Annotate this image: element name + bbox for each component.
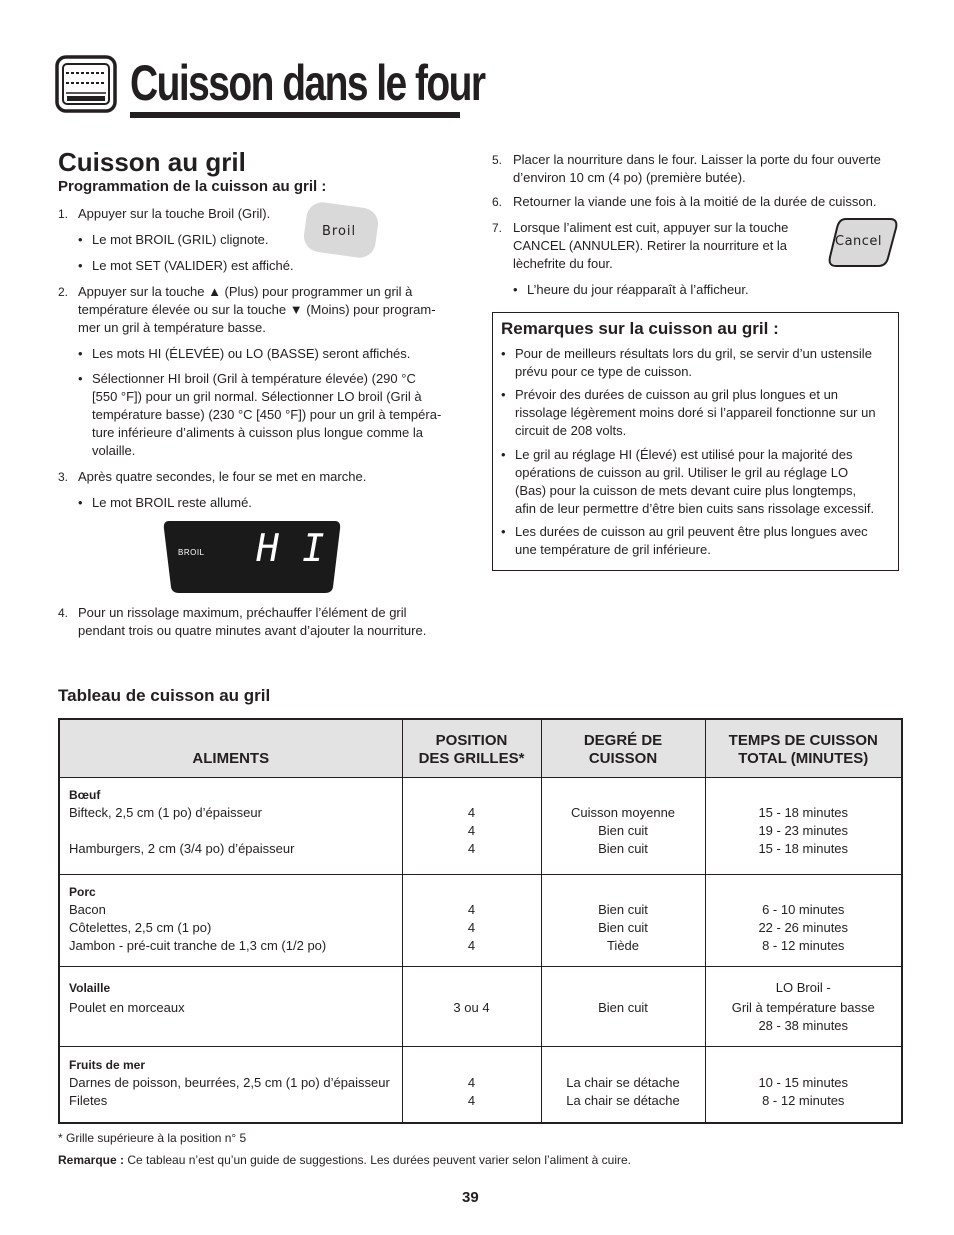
remark-label: Remarque : [58,1153,125,1167]
step-number: 4. [58,606,69,620]
rack-position-cell: 3 ou 4 [402,966,541,1046]
broil-chart-table [58,718,903,1124]
doneness-cell: Cuisson moyenne Bien cuit Bien cuit [541,777,705,874]
food-cell: Volaille Poulet en morceaux [59,966,402,1046]
step-text: Appuyer sur la touche Broil (Gril). [78,206,271,221]
food-cell: Fruits de mer Darnes de poisson, beurrées, 2,5 cm (1 po) d’épaisseur Filetes [59,1046,402,1123]
bullet-item: • L’heure du jour réapparaît à l’afficheur. [527,281,749,299]
bullet-item: • Le mot SET (VALIDER) est affiché. [92,257,294,275]
step-number: 5. [492,153,503,167]
remark-text: Ce tableau n’est qu’un guide de suggestions. Les durées peuvent varier selon l’aliment à cuire. [124,1153,632,1167]
table-heading: Tableau de cuisson au gril [58,686,271,705]
display-value: H I [252,526,329,570]
page-title: Cuisson dans le four [130,55,485,111]
doneness-cell: Bien cuit Bien cuit Tiède [541,874,705,966]
cook-time-cell: 6 - 10 minutes 22 - 26 minutes 8 - 12 minutes [705,874,902,966]
table-row [59,966,902,1046]
page-number: 39 [462,1189,479,1206]
bullet-item: • Le mot BROIL (GRIL) clignote. [92,231,269,249]
bullet-item: • Les mots HI (ÉLEVÉE) ou LO (BASSE) seront affichés. [92,345,410,363]
display-mode-label: BROIL [178,548,205,557]
column-header-rack-position: POSITION DES GRILLES* [402,719,541,777]
column-header-cook-time: TEMPS DE CUISSON TOTAL (MINUTES) [705,719,902,777]
table-row [59,1046,902,1123]
rack-position-cell: 4 4 4 [402,874,541,966]
step-text: Placer la nourriture dans le four. Laisser la porte du four ouverte d’environ 10 cm (4 po) (première butée). [513,152,881,185]
remark-item: • Pour de meilleurs résultats lors du gril, se servir d’un ustensile prévu pour ce type de cuisson. [515,345,872,381]
oven-icon [55,55,117,113]
bullet-item: • Le mot BROIL reste allumé. [92,494,252,512]
doneness-cell: La chair se détache La chair se détache [541,1046,705,1123]
section-heading: Cuisson au gril [58,147,246,177]
remark-item: • Le gril au réglage HI (Élevé) est utilisé pour la majorité des opérations de cuisson au gril. Utiliser le gril au réglage LO (Bas) pour la cuisson de mets devant cuire plus longtemps, afin de leur permettre d’être bien cuits sans rissolage excessif. [515,446,874,518]
column-header-doneness: DEGRÉ DE CUISSON [541,719,705,777]
table-header-row [59,719,902,777]
cook-time-cell: 10 - 15 minutes 8 - 12 minutes [705,1046,902,1123]
subheading: Programmation de la cuisson au gril : [58,178,327,195]
remark-item: • Les durées de cuisson au gril peuvent être plus longues avec une température de gril inférieure. [515,523,868,559]
bullet-item: • Sélectionner HI broil (Gril à température élevée) (290 °C [550 °F]) pour un gril normal. Sélectionner LO broil (Gril à température basse) (230 °C [450 °F]) pour un gril à tempéra- ture inférieure d’aliments à cuisson plus longue comme la volaille. [92,370,441,460]
cook-time-cell: LO Broil - Gril à température basse 28 - 38 minutes [705,966,902,1046]
cancel-button-label: Cancel [835,234,883,249]
rack-position-cell: 4 4 4 [402,777,541,874]
cook-time-cell: 15 - 18 minutes 19 - 23 minutes 15 - 18 minutes [705,777,902,874]
title-underline [130,112,460,118]
remarks-heading: Remarques sur la cuisson au gril : [501,319,779,338]
step-number: 7. [492,221,503,235]
doneness-cell: Bien cuit [541,966,705,1046]
remark-item: • Prévoir des durées de cuisson au gril plus longues et un rissolage légèrement moins doré si l’appareil fonctionne sur un circuit de 208 volts. [515,386,876,440]
broil-button-label: Broil [322,224,357,239]
remark-note [58,1151,631,1169]
step-number: 1. [58,207,69,221]
step-text: Pour un rissolage maximum, préchauffer l’élément de gril pendant trois ou quatre minutes avant d’ajouter la nourriture. [78,605,427,638]
step-text: Appuyer sur la touche ▲ (Plus) pour programmer un gril à température élevée ou sur la touche ▼ (Moins) pour program- mer un gril à température basse. [78,284,436,335]
step-number: 2. [58,285,69,299]
step-text: Retourner la viande une fois à la moitié de la durée de cuisson. [513,194,877,209]
column-header-foods: ALIMENTS [59,719,402,777]
table-footnote: * Grille supérieure à la position n° 5 [58,1131,247,1145]
step-text: Après quatre secondes, le four se met en marche. [78,469,367,484]
food-cell: Bœuf Bifteck, 2,5 cm (1 po) d’épaisseur Hamburgers, 2 cm (3/4 po) d’épaisseur [59,777,402,874]
food-cell: Porc Bacon Côtelettes, 2,5 cm (1 po) Jambon - pré-cuit tranche de 1,3 cm (1/2 po) [59,874,402,966]
step-number: 6. [492,195,503,209]
table-row [59,874,902,966]
table-row [59,777,902,874]
step-number: 3. [58,470,69,484]
step-text: Lorsque l’aliment est cuit, appuyer sur la touche CANCEL (ANNULER). Retirer la nourriture et la lèchefrite du four. [513,220,789,271]
rack-position-cell: 4 4 [402,1046,541,1123]
